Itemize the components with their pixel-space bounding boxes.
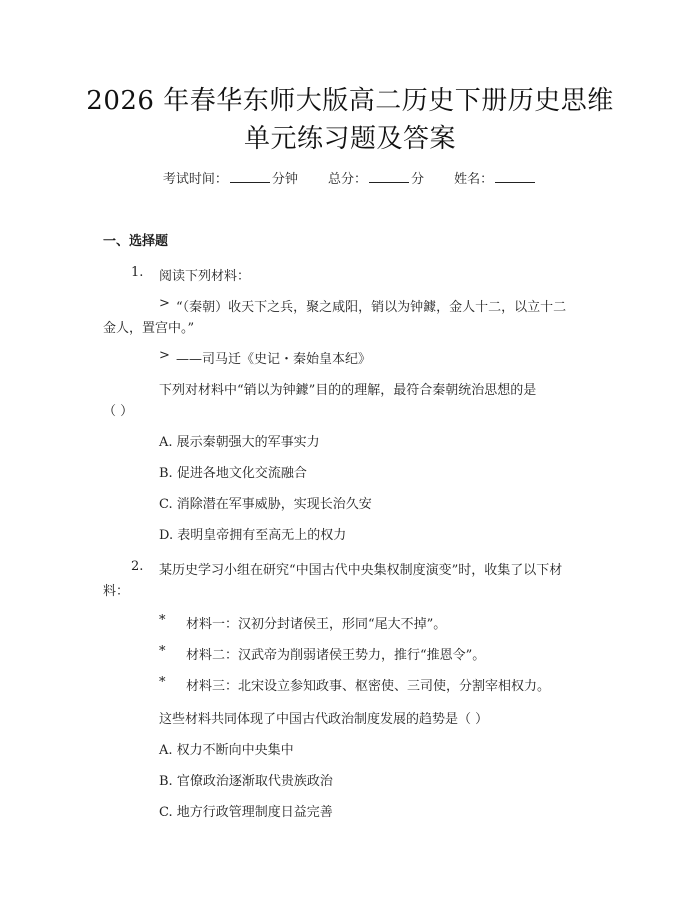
q2-stem-line-2: 料： [103,584,130,599]
name-label: 姓名： [454,172,494,187]
q2-question: 这些材料共同体现了中国古代政治制度发展的趋势是（ ） [159,712,489,727]
q1-quote-line-2: 金人，置宫中。” [103,321,195,336]
q2-bullet-3: * [159,675,166,690]
q2-option-a: A. 权力不断向中央集中 [159,743,294,758]
q1-source: ——司马迁《史记・秦始皇本纪》 [176,352,372,367]
time-blank [230,171,270,183]
title-line-1: 2026 年春华东师大版高二历史下册历史思维 [86,86,614,116]
document-title [60,82,640,158]
q2-option-c: C. 地方行政管理制度日益完善 [159,805,333,820]
section-title: 一、选择题 [103,234,169,249]
q1-quote-line-1: “（秦朝）收天下之兵，聚之咸阳，销以为钟鐻，金人十二，以立十二 [176,300,567,315]
exam-name [454,168,537,187]
score-unit: 分 [411,172,425,187]
q1-question-line-2: （ ） [103,404,134,419]
q2-stem-line-1: 某历史学习小组在研究“中国古代中央集权制度演变”时，收集了以下材 [159,563,563,578]
q1-stem: 阅读下列材料： [159,269,251,284]
q2-bullet-2: * [159,644,166,659]
q1-number: 1. [131,265,144,280]
score-label: 总分： [327,172,367,187]
title-line-2: 单元练习题及答案 [243,124,456,154]
q1-option-a: A. 展示秦朝强大的军事实力 [159,435,320,450]
q1-option-d: D. 表明皇帝拥有至高无上的权力 [159,528,347,543]
q1-option-b: B. 促进各地文化交流融合 [159,466,307,481]
q1-quote-marker: > [159,296,170,311]
q1-source-marker: > [159,348,170,363]
q2-material-2: 材料二：汉武帝为削弱诸侯王势力，推行“推恩令”。 [186,648,486,663]
q1-option-c: C. 消除潜在军事威胁，实现长治久安 [159,497,372,512]
time-unit: 分钟 [271,172,298,187]
exam-score [328,168,424,187]
q2-number: 2. [131,559,144,574]
q2-material-1: 材料一：汉初分封诸侯王，形同“尾大不掉”。 [186,617,447,632]
score-blank [369,171,409,183]
exam-time [163,168,298,187]
q2-bullet-1: * [159,613,166,628]
time-label: 考试时间： [162,172,228,187]
q2-option-b: B. 官僚政治逐渐取代贵族政治 [159,774,333,789]
name-blank [495,171,535,183]
q1-question-line-1: 下列对材料中“销以为钟鐻”目的的理解，最符合秦朝统治思想的是 [159,383,537,398]
exam-meta [0,168,700,187]
q2-material-3: 材料三：北宋设立参知政事、枢密使、三司使，分割宰相权力。 [186,679,551,694]
